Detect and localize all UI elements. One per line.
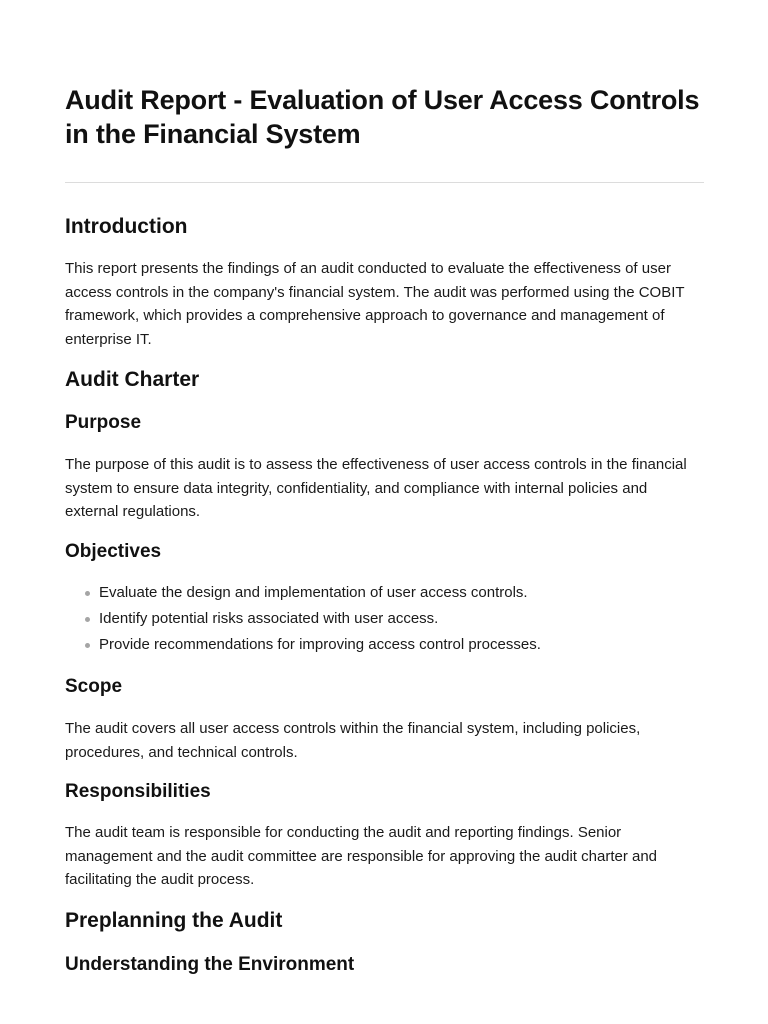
preplanning-heading: Preplanning the Audit: [65, 909, 283, 932]
responsibilities-heading: Responsibilities: [65, 781, 211, 802]
objectives-heading: Objectives: [65, 541, 162, 562]
objectives-list: [65, 580, 704, 658]
scope-text: The audit covers all user access controls within the financial system, including policies, procedures, and technical controls.: [65, 720, 641, 761]
list-item: Identify potential risks associated with user access.: [65, 606, 704, 632]
audit-charter-heading: Audit Charter: [65, 368, 200, 391]
page-title: Audit Report - Evaluation of User Access Controls in the Financial System: [65, 85, 700, 149]
introduction-text: This report presents the findings of an audit conducted to evaluate the effectiveness of user access controls in the company's financial system. The audit was performed using the COBIT framework, which provides a comprehensive approach to governance and management of enterprise IT.: [65, 260, 685, 348]
scope-heading: Scope: [65, 676, 123, 697]
list-item: Provide recommendations for improving access control processes.: [65, 632, 704, 658]
introduction-heading: Introduction: [65, 215, 188, 238]
responsibilities-text: The audit team is responsible for conducting the audit and reporting findings. Senior management and the audit committee are responsible for approving the audit charter and facilitating the audit process.: [65, 824, 658, 888]
purpose-heading: Purpose: [65, 412, 142, 433]
list-item: Evaluate the design and implementation of user access controls.: [65, 580, 704, 606]
title-divider: [65, 182, 704, 183]
understanding-environment-heading: Understanding the Environment: [65, 954, 355, 975]
purpose-text: The purpose of this audit is to assess the effectiveness of user access controls in the financial system to ensure data integrity, confidentiality, and compliance with internal policies and external regulations.: [65, 456, 687, 520]
